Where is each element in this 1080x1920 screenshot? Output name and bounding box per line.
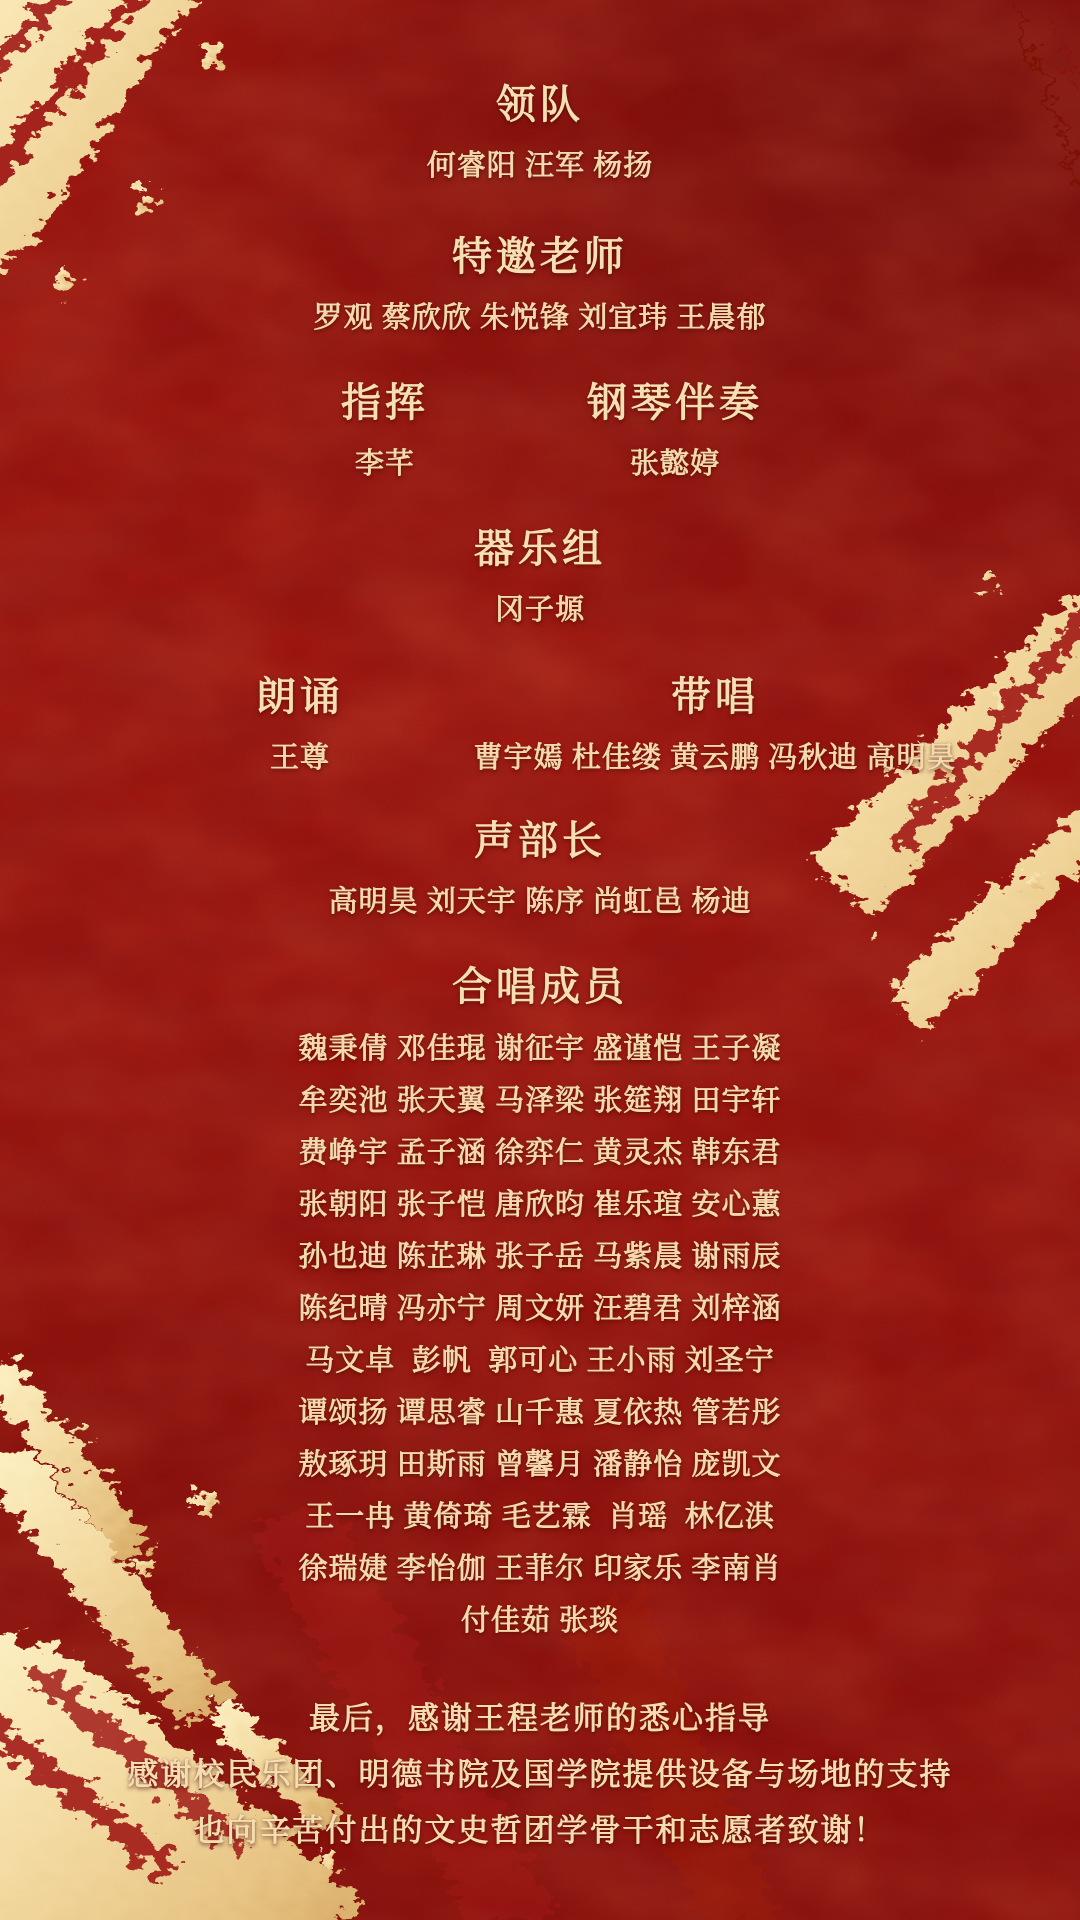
- section-title-lead-singing: 带唱: [671, 674, 759, 719]
- section-title-conductor: 指挥: [341, 380, 429, 425]
- choir-row: 陈纪晴 冯亦宁 周文妍 汪碧君 刘梓涵: [298, 1293, 782, 1325]
- choir-row: 谭颂扬 谭思睿 山千惠 夏依热 管若彤: [298, 1397, 782, 1429]
- section-names-lead-singing: 曹宇嫣 杜佳缕 黄云鹏 冯秋迪 高明昊: [473, 742, 957, 774]
- choir-row: 王一冉 黄倚琦 毛艺霖 肖瑶 林亿淇: [305, 1501, 775, 1533]
- section-title-leader: 领队: [496, 82, 584, 127]
- choir-row: 付佳茹 张琰: [460, 1605, 620, 1637]
- choir-row: 牟奕池 张天翼 马泽梁 张筵翔 田宇轩: [298, 1085, 782, 1117]
- section-names-instrumental: 冈子塬: [494, 594, 585, 626]
- choir-row: 马文卓 彭帆 郭可心 王小雨 刘圣宁: [305, 1345, 775, 1377]
- section-names-guest-teachers: 罗观 蔡欣欣 朱悦锋 刘宜玮 王晨郁: [313, 302, 767, 334]
- section-names-voice-leaders: 高明昊 刘天宇 陈序 尚虹邑 杨迪: [328, 886, 752, 918]
- section-title-guest-teachers: 特邀老师: [452, 234, 628, 279]
- section-names-conductor: 李芊: [354, 448, 415, 480]
- section-title-recitation: 朗诵: [256, 674, 344, 719]
- closing-line: 最后，感谢王程老师的悉心指导: [309, 1701, 771, 1736]
- choir-row: 孙也迪 陈芷琳 张子岳 马紫晨 谢雨辰: [298, 1241, 782, 1273]
- section-names-leader: 何睿阳 汪军 杨扬: [426, 150, 654, 182]
- choir-row: 费峥宇 孟子涵 徐弈仁 黄灵杰 韩东君: [298, 1137, 782, 1169]
- choir-row: 徐瑞婕 李怡伽 王菲尔 印家乐 李南肖: [298, 1553, 782, 1585]
- section-names-piano: 张懿婷: [629, 448, 720, 480]
- section-title-piano: 钢琴伴奏: [587, 380, 763, 425]
- closing-line: 感谢校民乐团、明德书院及国学院提供设备与场地的支持: [127, 1757, 953, 1792]
- section-title-instrumental: 器乐组: [474, 526, 606, 571]
- section-title-voice-leaders: 声部长: [474, 818, 606, 863]
- choir-row: 魏秉倩 邓佳琨 谢征宇 盛谨恺 王子凝: [298, 1033, 782, 1065]
- section-names-recitation: 王尊: [269, 742, 330, 774]
- closing-line: 也向辛苦付出的文史哲团学骨干和志愿者致谢！: [193, 1813, 887, 1848]
- choir-row: 张朝阳 张子恺 唐欣昀 崔乐瑄 安心蕙: [298, 1189, 782, 1221]
- section-title-choir-members: 合唱成员: [452, 964, 628, 1009]
- choir-row: 敖琢玥 田斯雨 曾馨月 潘静怡 庞凯文: [298, 1449, 782, 1481]
